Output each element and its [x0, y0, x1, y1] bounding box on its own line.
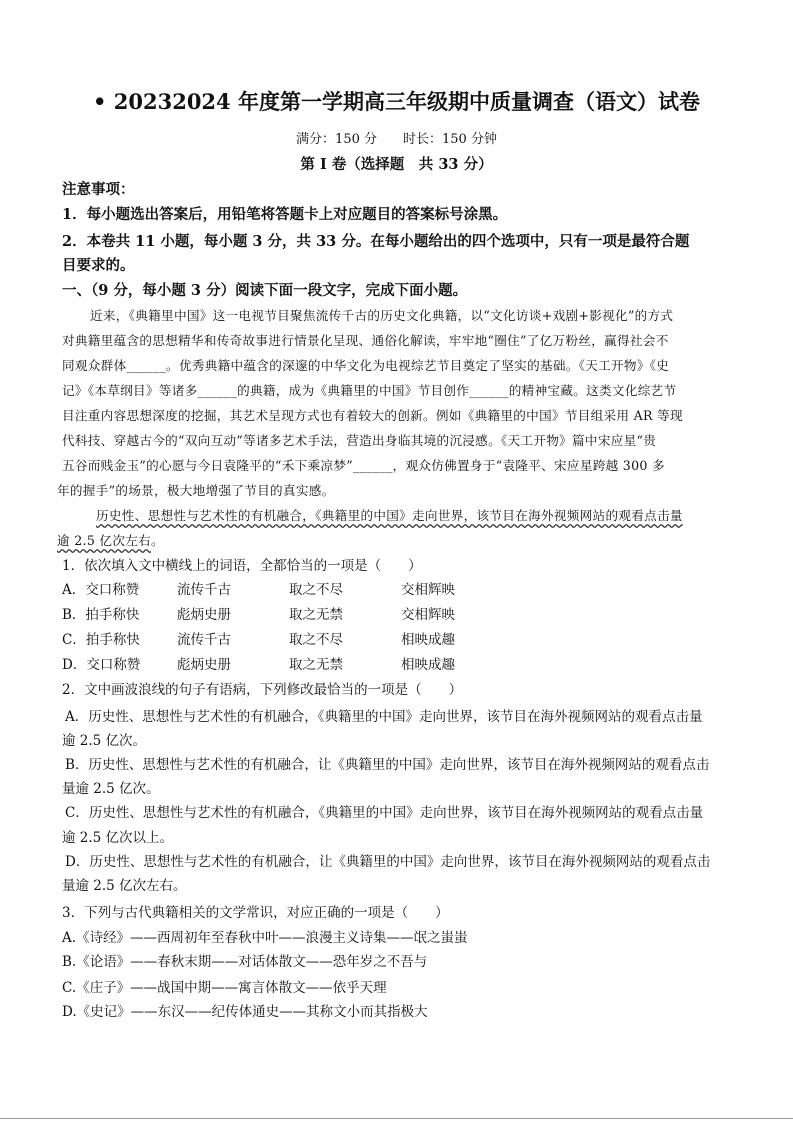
q1-option-b: B．拍手称快 彪炳史册 取之无禁 交相辉映 — [62, 607, 455, 623]
q1-stem: 1．依次填入文中横线上的词语，全都恰当的一项是（ ） — [62, 558, 422, 574]
notice-heading: 注意事项： — [62, 181, 135, 198]
period: 。 — [151, 533, 164, 548]
q3-option-c: C.《庄子》——战国中期——寓言体散文——依乎天理 — [62, 980, 387, 996]
q3-option-b: B.《论语》——春秋末期——对话体散文——恐年岁之不吾与 — [62, 954, 428, 970]
passage-line: 同观众群体______。优秀典籍中蕴含的深邃的中华文化为电视综艺节目奠定了坚实的基础。《天工开物》《史 — [62, 358, 670, 373]
q2-stem: 2．文中画波浪线的句子有语病，下列修改最恰当的一项是（ ） — [62, 682, 463, 698]
q2-option-b: B．历史性、思想性与艺术性的有机融合，让《典籍里的中国》走向世界，该节目在海外视频网站的观看点击 — [65, 757, 710, 773]
exam-meta: 满分：150 分 时长：150 分钟 — [296, 132, 497, 147]
notice-item: 目要求的。 — [62, 257, 135, 274]
q1-option-a: A．交口称赞 流传千古 取之不尽 交相辉映 — [62, 582, 455, 598]
page-title: • 20232024 年度第一学期高三年级期中质量调查（语文）试卷 — [93, 89, 700, 114]
passage-line: 目注重内容思想深度的挖掘，其艺术呈现方式也有着较大的创新。例如《典籍里的中国》节目组采用 AR 等现 — [62, 408, 683, 423]
notice-item: 1．每小题选出答案后，用铅笔将答题卡上对应题目的答案标号涂黑。 — [62, 206, 508, 223]
q2-option-c-cont: 逾 2.5 亿次以上。 — [62, 830, 174, 846]
q2-option-a: A．历史性、思想性与艺术性的有机融合，《典籍里的中国》走向世界，该节目在海外视频网站的观看点击量 — [65, 709, 703, 725]
passage-line: 五谷而贱金玉”的心愿与今日袁隆平的“禾下乘凉梦”______，观众仿佛置身于“袁隆平、宋应星跨越 300 多 — [62, 458, 665, 473]
wavy-sentence: 逾 2.5 亿次左右 — [57, 533, 152, 548]
q1-option-d: D．交口称赞 彪炳史册 取之无禁 相映成趣 — [62, 657, 455, 673]
q2-option-c: C．历史性、思想性与艺术性的有机融合，《典籍里的中国》走向世界，该节目在海外视频网站的观看点击量 — [65, 805, 704, 821]
q3-stem: 3．下列与古代典籍相关的文学常识，对应正确的一项是（ ） — [62, 905, 449, 921]
passage-line: 年的握手”的场景，极大地增强了节目的真实感。 — [57, 483, 335, 498]
notice-item: 2．本卷共 11 小题，每小题 3 分，共 33 分。在每小题给出的四个选项中，只有一项是最符合题 — [62, 233, 690, 250]
q2-option-d: D．历史性、思想性与艺术性的有机融合，让《典籍里的中国》走向世界，该节目在海外视频网站的观看点击 — [65, 854, 711, 870]
page-bottom-divider — [0, 1118, 793, 1119]
q2-option-a-cont: 逾 2.5 亿次。 — [62, 733, 147, 749]
passage-line: 代科技、穿越古今的“双向互动”等诸多艺术手法，营造出身临其境的沉浸感。《天工开物》篇中宋应星“贵 — [62, 433, 657, 448]
q2-option-d-cont: 量逾 2.5 亿次左右。 — [62, 878, 187, 894]
passage-line: 近来，《典籍里中国》这一电视节目聚焦流传千古的历史文化典籍，以“文化访谈+戏剧+影视化”的方式 — [90, 308, 674, 323]
q3-option-a: A.《诗经》——西周初年至春秋中叶——浪漫主义诗集——氓之蚩蚩 — [62, 930, 468, 946]
passage-line: 对典籍里蕴含的思想精华和传奇故事进行情景化呈现、通俗化解读，牢牢地“圈住”了亿万粉丝，赢得社会不 — [62, 333, 669, 348]
passage-line: 记》《本草纲目》等诸多______的典籍，成为《典籍里的中国》节目创作______的精神宝藏。这类文化综艺节 — [62, 383, 677, 398]
q2-option-b-cont: 量逾 2.5 亿次。 — [62, 781, 160, 797]
part-heading: 第 I 卷（选择题 共 33 分） — [300, 156, 493, 173]
section-heading: 一、（9 分，每小题 3 分）阅读下面一段文字，完成下面小题。 — [62, 282, 468, 299]
wavy-sentence: 历史性、思想性与艺术性的有机融合，《典籍里的中国》走向世界，该节目在海外视频网站的观看点击量 — [96, 508, 683, 523]
q3-option-d: D.《史记》——东汉——纪传体通史——其称文小而其指极大 — [62, 1004, 428, 1020]
q1-option-c: C．拍手称快 流传千古 取之不尽 相映成趣 — [62, 632, 455, 648]
